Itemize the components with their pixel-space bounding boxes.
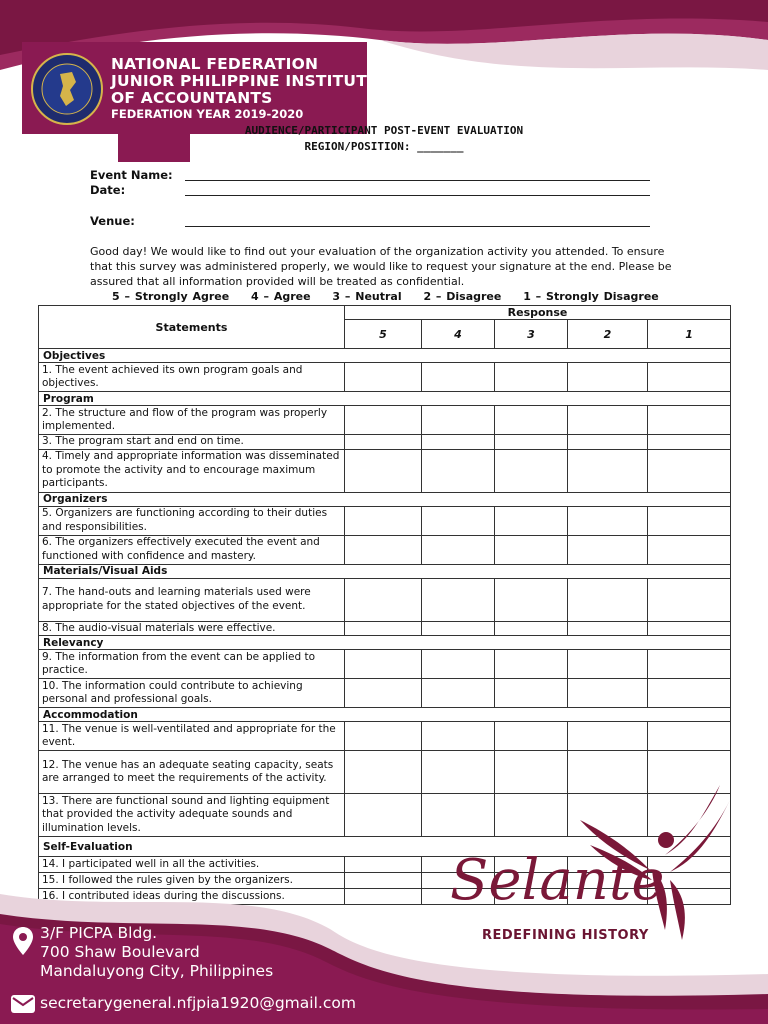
location-pin-icon	[11, 926, 35, 956]
rating-cell-3[interactable]	[495, 535, 568, 564]
rating-cell-1[interactable]	[648, 406, 731, 435]
legend-5: 5 – Strongly Agree	[112, 290, 230, 303]
rating-cell-4[interactable]	[422, 535, 495, 564]
statement-text: 13. There are functional sound and lighting equipment that provided the activity adequate sounds and illumination levels.	[39, 794, 345, 837]
rating-cell-1[interactable]	[648, 722, 731, 751]
footer-email[interactable]: secretarygeneral.nfjpia1920@gmail.com	[40, 994, 356, 1012]
intro-paragraph: Good day! We would like to find out your evaluation of the organization activity you attended. To ensure that this survey was administered properly, we would like to request your signature at the end. Please be assured that all information provided will be treated as confidential.	[90, 245, 672, 288]
jpia-logo	[30, 52, 104, 126]
rating-cell-4[interactable]	[422, 794, 495, 837]
statement-row	[39, 406, 731, 435]
rating-cell-3[interactable]	[495, 650, 568, 679]
rating-cell-5[interactable]	[345, 650, 422, 679]
address-line-3: Mandaluyong City, Philippines	[40, 962, 274, 980]
statement-text: 2. The structure and flow of the program was properly implemented.	[39, 406, 345, 435]
statement-text: 14. I participated well in all the activities.	[39, 857, 345, 873]
rating-cell-3[interactable]	[495, 679, 568, 708]
category-row	[39, 564, 731, 578]
statement-text: 11. The venue is well-ventilated and appropriate for the event.	[39, 722, 345, 751]
rating-cell-4[interactable]	[422, 435, 495, 450]
statement-text: 6. The organizers effectively executed the event and functioned with confidence and mastery.	[39, 535, 345, 564]
rating-cell-4[interactable]	[422, 751, 495, 794]
scale-1: 1	[648, 320, 731, 349]
statement-row	[39, 621, 731, 636]
rating-cell-3[interactable]	[495, 506, 568, 535]
statement-row	[39, 535, 731, 564]
category-row	[39, 349, 731, 363]
statement-text: 7. The hand-outs and learning materials used were appropriate for the stated objectives of the event.	[39, 578, 345, 621]
rating-cell-3[interactable]	[495, 406, 568, 435]
venue-label: Venue:	[90, 214, 135, 228]
category-label: Self-Evaluation	[39, 837, 731, 857]
statement-text: 15. I followed the rules given by the organizers.	[39, 873, 345, 889]
rating-cell-3[interactable]	[495, 435, 568, 450]
rating-cell-5[interactable]	[345, 406, 422, 435]
legend-4: 4 – Agree	[251, 290, 311, 303]
statement-text: 3. The program start and end on time.	[39, 435, 345, 450]
rating-cell-5[interactable]	[345, 363, 422, 392]
rating-cell-3[interactable]	[495, 794, 568, 837]
legend-3: 3 – Neutral	[332, 290, 402, 303]
statement-text: 8. The audio-visual materials were effective.	[39, 621, 345, 636]
rating-cell-4[interactable]	[422, 679, 495, 708]
statement-text: 5. Organizers are functioning according to their duties and responsibilities.	[39, 506, 345, 535]
statement-row	[39, 578, 731, 621]
legend-1: 1 – Strongly Disagree	[523, 290, 659, 303]
address-line-1: 3/F PICPA Bldg.	[40, 924, 158, 942]
rating-cell-5[interactable]	[345, 621, 422, 636]
event-name-label: Event Name:	[90, 168, 173, 182]
statement-row	[39, 722, 731, 751]
response-header: Response	[345, 306, 731, 320]
rating-cell-2[interactable]	[568, 679, 648, 708]
statement-text: 16. I contributed ideas during the discussions.	[39, 889, 345, 905]
rating-cell-4[interactable]	[422, 449, 495, 492]
statement-row	[39, 435, 731, 450]
footer-address	[40, 924, 273, 981]
rating-cell-3[interactable]	[495, 578, 568, 621]
rating-cell-3[interactable]	[495, 722, 568, 751]
rating-cell-4[interactable]	[422, 578, 495, 621]
federation-header	[111, 56, 378, 122]
scale-4: 4	[422, 320, 495, 349]
brand-logo-text: Selante	[450, 848, 665, 913]
rating-cell-4[interactable]	[422, 406, 495, 435]
rating-cell-1[interactable]	[648, 435, 731, 450]
statement-row	[39, 679, 731, 708]
statement-row	[39, 363, 731, 392]
rating-cell-2[interactable]	[568, 435, 648, 450]
rating-cell-4[interactable]	[422, 363, 495, 392]
rating-cell-5[interactable]	[345, 794, 422, 837]
form-title: AUDIENCE/PARTICIPANT POST-EVENT EVALUATION	[244, 124, 524, 137]
rating-cell-5[interactable]	[345, 506, 422, 535]
rating-cell-5[interactable]	[345, 435, 422, 450]
rating-cell-2[interactable]	[568, 578, 648, 621]
category-label: Objectives	[39, 349, 731, 363]
rating-cell-4[interactable]	[422, 722, 495, 751]
category-row	[39, 492, 731, 506]
category-label: Program	[39, 392, 731, 406]
rating-cell-1[interactable]	[648, 650, 731, 679]
email-icon	[10, 994, 36, 1014]
header-line-4: FEDERATION YEAR 2019-2020	[111, 107, 304, 121]
rating-cell-5[interactable]	[345, 449, 422, 492]
date-field[interactable]	[185, 195, 650, 196]
category-row	[39, 392, 731, 406]
rating-cell-1[interactable]	[648, 506, 731, 535]
rating-cell-3[interactable]	[495, 449, 568, 492]
header-line-1: NATIONAL FEDERATION	[111, 55, 319, 73]
rating-cell-5[interactable]	[345, 578, 422, 621]
scale-2: 2	[568, 320, 648, 349]
rating-cell-1[interactable]	[648, 578, 731, 621]
scale-3: 3	[495, 320, 568, 349]
category-label: Relevancy	[39, 636, 731, 650]
rating-cell-2[interactable]	[568, 506, 648, 535]
category-label: Accommodation	[39, 708, 731, 722]
rating-cell-1[interactable]	[648, 621, 731, 636]
rating-cell-1[interactable]	[648, 363, 731, 392]
statement-text: 4. Timely and appropriate information was disseminated to promote the activity and to encourage maximum participants.	[39, 449, 345, 492]
legend-2: 2 – Disagree	[423, 290, 502, 303]
rating-cell-4[interactable]	[422, 621, 495, 636]
statement-text: 9. The information from the event can be applied to practice.	[39, 650, 345, 679]
rating-cell-2[interactable]	[568, 406, 648, 435]
rating-cell-4[interactable]	[422, 506, 495, 535]
rating-cell-2[interactable]	[568, 535, 648, 564]
header-line-2: JUNIOR PHILIPPINE INSTITUTE	[111, 72, 378, 90]
rating-cell-2[interactable]	[568, 722, 648, 751]
rating-cell-3[interactable]	[495, 363, 568, 392]
rating-cell-1[interactable]	[648, 679, 731, 708]
venue-field[interactable]	[185, 226, 650, 227]
brand-tagline: REDEFINING HISTORY	[482, 928, 649, 943]
rating-cell-3[interactable]	[495, 621, 568, 636]
date-label: Date:	[90, 183, 126, 197]
rating-cell-1[interactable]	[648, 535, 731, 564]
rating-cell-2[interactable]	[568, 363, 648, 392]
rating-cell-4[interactable]	[422, 650, 495, 679]
rating-cell-5[interactable]	[345, 751, 422, 794]
address-line-2: 700 Shaw Boulevard	[40, 943, 200, 961]
rating-cell-2[interactable]	[568, 449, 648, 492]
statement-row	[39, 506, 731, 535]
category-row	[39, 708, 731, 722]
event-name-field[interactable]	[185, 180, 650, 181]
statement-text: 12. The venue has an adequate seating capacity, seats are arranged to meet the requirements of the activity.	[39, 751, 345, 794]
statement-text: 10. The information could contribute to achieving personal and professional goals.	[39, 679, 345, 708]
rating-cell-3[interactable]	[495, 751, 568, 794]
rating-cell-2[interactable]	[568, 621, 648, 636]
rating-legend	[112, 290, 676, 303]
statement-row	[39, 449, 731, 492]
category-row	[39, 636, 731, 650]
category-label: Materials/Visual Aids	[39, 564, 731, 578]
scale-5: 5	[345, 320, 422, 349]
rating-cell-1[interactable]	[648, 449, 731, 492]
header-line-3: OF ACCOUNTANTS	[111, 89, 273, 107]
form-subtitle: REGION/POSITION: _______	[304, 140, 464, 153]
statements-header: Statements	[39, 306, 345, 349]
rating-cell-5[interactable]	[345, 535, 422, 564]
rating-cell-5[interactable]	[345, 679, 422, 708]
statement-row	[39, 650, 731, 679]
rating-cell-5[interactable]	[345, 722, 422, 751]
rating-cell-2[interactable]	[568, 650, 648, 679]
category-label: Organizers	[39, 492, 731, 506]
statement-text: 1. The event achieved its own program goals and objectives.	[39, 363, 345, 392]
